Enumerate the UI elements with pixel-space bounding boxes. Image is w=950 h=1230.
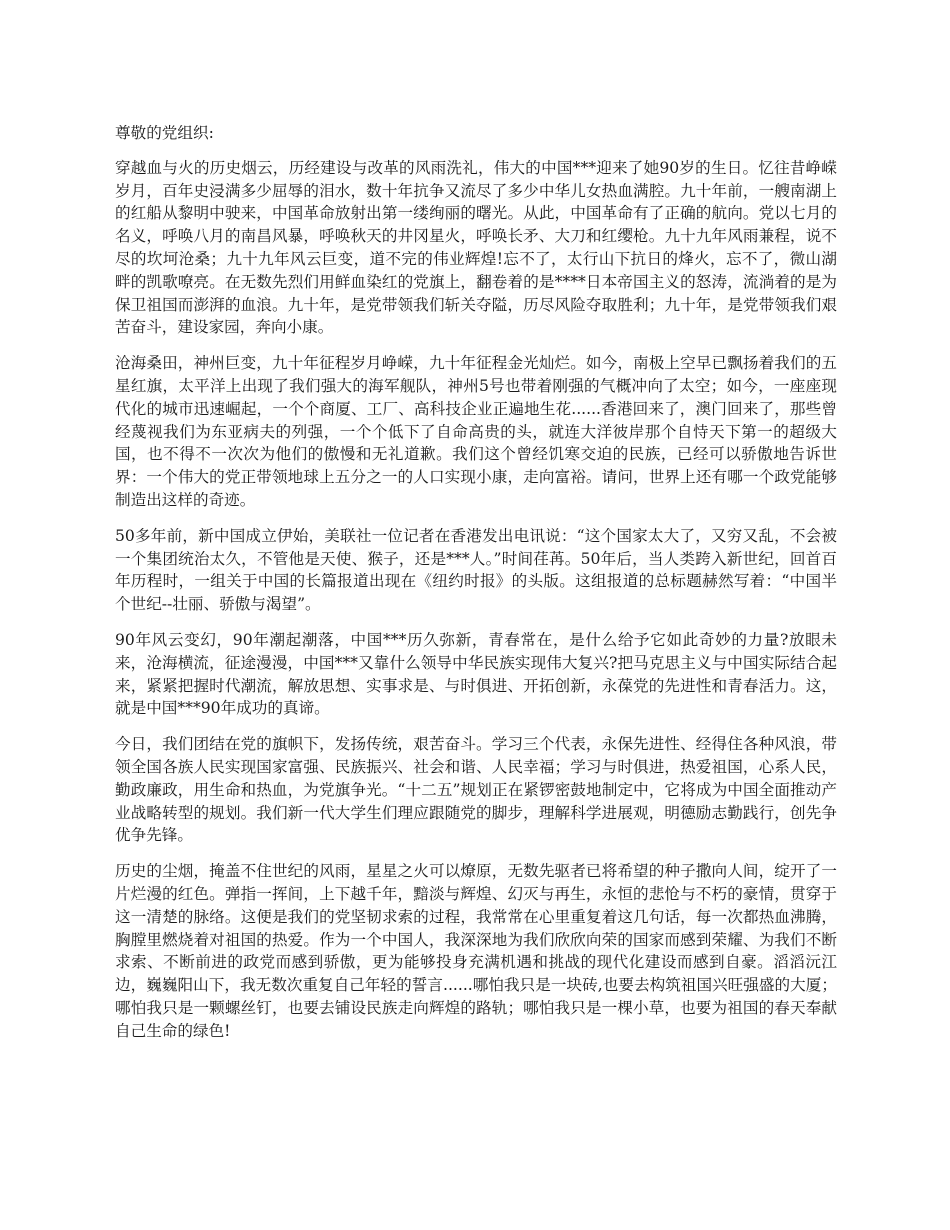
paragraph-5: 今日，我们团结在党的旗帜下，发扬传统，艰苦奋斗。学习三个代表，永保先进性、经得住各种风浪，带领全国各族人民实现国家富强、民族振兴、社会和谐、人民幸福；学习与时俱进，热爱祖国，心系人民，勤政廉政，用生命和热血，为党旗争光。“十二五”规划正在紧锣密鼓地制定中，它将成为中国全面推动产业战略转型的规划。我们新一代大学生们理应跟随党的脚步，理解科学进展观，明德励志勤践行，创先争优争先锋。	[115, 735, 837, 845]
paragraph-6: 历史的尘烟，掩盖不住世纪的风雨，星星之火可以燎原，无数先驱者已将希望的种子撒向人间，绽开了一片烂漫的红色。弹指一挥间，上下越千年，黯淡与辉煌、幻灭与再生，永恒的悲怆与不朽的豪情，贯穿于这一清楚的脉络。这便是我们的党坚韧求索的过程，我常常在心里重复着这几句话，每一次都热血沸腾，胸膛里燃烧着对祖国的热爱。作为一个中国人，我深深地为我们欣欣向荣的国家而感到荣耀、为我们不断求索、不断前进的政党而感到骄傲，更为能够投身充满机遇和挑战的现代化建设而感到自豪。滔滔沅江边，巍巍阳山下，我无数次重复自己年轻的誓言......哪怕我只是一块砖,也要去构筑祖国兴旺强盛的大厦；哪怕我只是一颗螺丝钉，也要去铺设民族走向辉煌的路轨；哪怕我只是一棵小草，也要为祖国的春天奉献自己生命的绿色!	[115, 862, 837, 1040]
paragraph-2: 沧海桑田，神州巨变，九十年征程岁月峥嵘，九十年征程金光灿烂。如今，南极上空早已飘扬着我们的五星红旗，太平洋上出现了我们强大的海军舰队，神州5号也带着刚强的气概冲向了太空；如今，一座座现代化的城市迅速崛起，一个个商厦、工厂、高科技企业正遍地生花......香港回来了，澳门回来了，那些曾经蔑视我们为东亚病夫的列强，一个个低下了自命高贵的头，就连大洋彼岸那个自恃天下第一的超级大国，也不得不一次次为他们的傲慢和无礼道歉。我们这个曾经饥寒交迫的民族，已经可以骄傲地告诉世界：一个伟大的党正带领地球上五分之一的人口实现小康，走向富裕。请问，世界上还有哪一个政党能够制造出这样的奇迹。	[115, 354, 837, 509]
salutation: 尊敬的党组织:	[115, 124, 214, 142]
paragraph-3: 50多年前，新中国成立伊始，美联社一位记者在香港发出电讯说：“这个国家太大了，又穷又乱，不会被一个集团统治太久，不管他是天使、猴子，还是***人。”时间荏苒。50年后，当人类跨入新世纪，回首百年历程时，一组关于中国的长篇报道出现在《纽约时报》的头版。这组报道的总标题赫然写着：“中国半个世纪--壮丽、骄傲与渴望”。	[115, 526, 837, 614]
paragraph-4: 90年风云变幻，90年潮起潮落，中国***历久弥新，青春常在，是什么给予它如此奇妙的力量?放眼未来，沧海横流，征途漫漫，中国***又靠什么领导中华民族实现伟大复兴?把马克思主义与中国实际结合起来，紧紧把握时代潮流，解放思想、实事求是、与时俱进、开拓创新，永葆党的先进性和青春活力。这，就是中国***90年成功的真谛。	[115, 630, 837, 718]
paragraph-1: 穿越血与火的历史烟云，历经建设与改革的风雨洗礼，伟大的中国***迎来了她90岁的生日。忆往昔峥嵘岁月，百年史浸满多少屈辱的泪水，数十年抗争又流尽了多少中华儿女热血满腔。九十年前，一艘南湖上的红船从黎明中驶来，中国革命放射出第一缕绚丽的曙光。从此，中国革命有了正确的航向。党以七月的名义，呼唤八月的南昌风暴，呼唤秋天的井冈星火，呼唤长矛、大刀和红缨枪。九十九年风雨兼程，说不尽的坎坷沧桑；九十九年风云巨变，道不完的伟业辉煌!忘不了，太行山下抗日的烽火，忘不了，微山湖畔的凯歌嘹亮。在无数先烈们用鲜血染红的党旗上，翻卷着的是****日本帝国主义的怒涛，流淌着的是为保卫祖国而澎湃的血浪。九十年，是党带领我们斩关夺隘，历尽风险夺取胜利；九十年，是党带领我们艰苦奋斗，建设家园，奔向小康。	[115, 158, 837, 337]
document-page	[115, 122, 837, 1055]
